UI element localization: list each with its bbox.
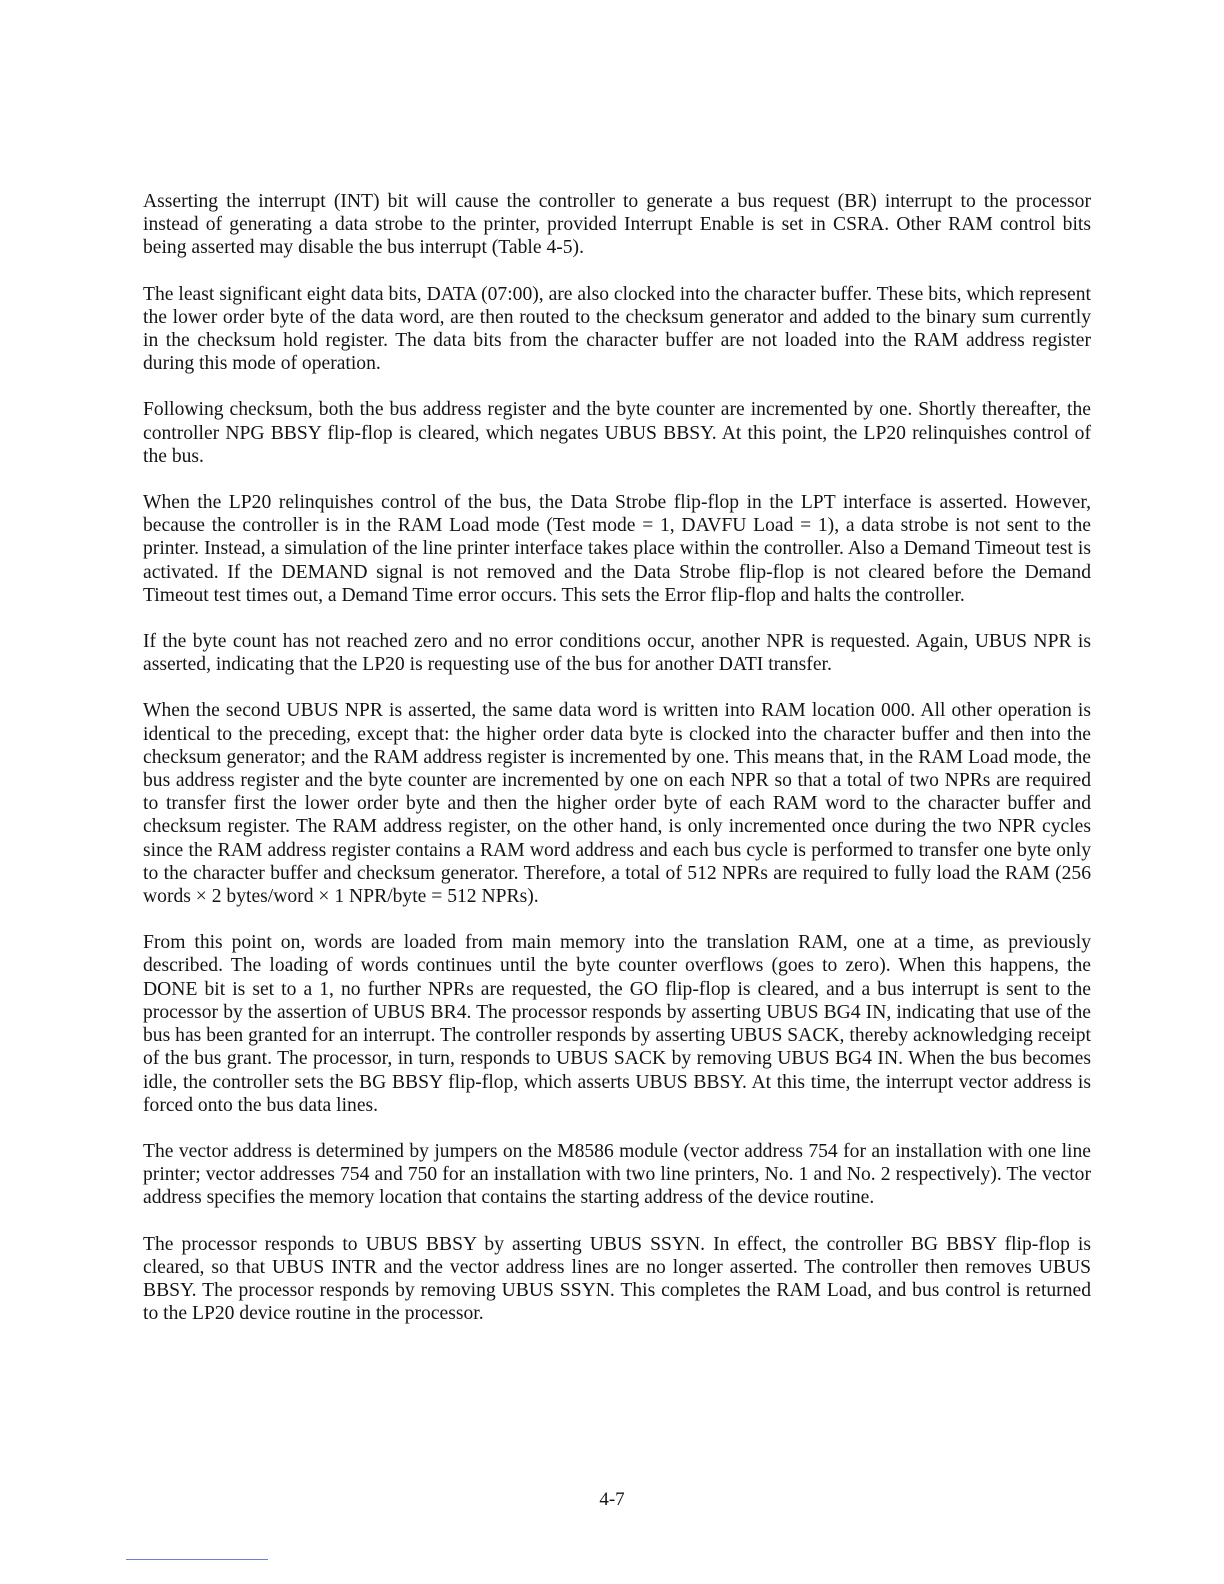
scan-edge-rule	[126, 1559, 268, 1560]
paragraph-vector-address: The vector address is determined by jumpers on the M8586 module (vector address 754 for an installation with one line printer; vector addresses 754 and 750 for an installation with two line printers, No. 1 and No. 2 respectively). The vector address specifies the memory location that contains the starting address of the device routine.	[143, 1140, 1091, 1209]
body-text	[143, 190, 1091, 1348]
page-number: 4-7	[599, 1489, 625, 1510]
paragraph-following-checksum: Following checksum, both the bus address register and the byte counter are incremented by one. Shortly thereafter, the controller NPG BBSY flip-flop is cleared, which negates UBUS BBSY. At this point, the LP20 relinquishes control of the bus.	[143, 399, 1091, 467]
paragraph-data-bits: The least significant eight data bits, DATA (07:00), are also clocked into the character buffer. These bits, which represent the lower order byte of the data word, are then routed to the checksum generator and added to the binary sum currently in the checksum hold register. The data bits from the character buffer are not loaded into the RAM address register during this mode of operation.	[143, 283, 1091, 375]
paragraph-processor-responds: The processor responds to UBUS BBSY by asserting UBUS SSYN. In effect, the controller BG BBSY flip-flop is cleared, so that UBUS INTR and the vector address lines are no longer asserted. The controller then removes UBUS BBSY. The processor responds by removing UBUS SSYN. This completes the RAM Load, and bus control is returned to the LP20 device routine in the processor.	[143, 1233, 1091, 1325]
paragraph-relinquish-bus: When the LP20 relinquishes control of the bus, the Data Strobe flip-flop in the LPT interface is asserted. However, because the controller is in the RAM Load mode (Test mode = 1, DAVFU Load = 1), a data strobe is not sent to the printer. Instead, a simulation of the line printer interface takes place within the controller. Also a Demand Timeout test is activated. If the DEMAND signal is not removed and the Data Strobe flip-flop is not cleared before the Demand Timeout test times out, a Demand Time error occurs. This sets the Error flip-flop and halts the controller.	[143, 492, 1091, 606]
paragraph-byte-count: If the byte count has not reached zero and no error conditions occur, another NPR is requested. Again, UBUS NPR is asserted, indicating that the LP20 is requesting use of the bus for another DATI transfer.	[143, 631, 1091, 676]
paragraph-interrupt-bit: Asserting the interrupt (INT) bit will cause the controller to generate a bus request (BR) interrupt to the processor instead of generating a data strobe to the printer, provided Interrupt Enable is set in CSRA. Other RAM control bits being asserted may disable the bus interrupt (Table 4-5).	[143, 191, 1091, 259]
paragraph-second-npr: When the second UBUS NPR is asserted, the same data word is written into RAM location 000. All other operation is identical to the preceding, except that: the higher order data byte is clocked into the character buffer and then into the checksum generator; and the RAM address register is incremented by one. This means that, in the RAM Load mode, the bus address register and the byte counter are incremented by one on each NPR so that a total of two NPRs are required to transfer first the lower order byte and then the higher order byte of each RAM word to the character buffer and checksum register. The RAM address register, on the other hand, is only incremented once during the two NPR cycles since the RAM address register contains a RAM word address and each bus cycle is performed to transfer one byte only to the character buffer and checksum generator. Therefore, a total of 512 NPRs are required to fully load the RAM (256 words × 2 bytes/word × 1 NPR/byte = 512 NPRs).	[143, 700, 1091, 908]
paragraph-loading-words: From this point on, words are loaded from main memory into the translation RAM, one at a time, as previously described. The loading of words continues until the byte counter overflows (goes to zero). When this happens, the DONE bit is set to a 1, no further NPRs are requested, the GO flip-flop is cleared, and a bus interrupt is sent to the processor by the assertion of UBUS BR4. The processor responds by asserting UBUS BG4 IN, indicating that use of the bus has been granted for an interrupt. The controller responds by asserting UBUS SACK, thereby acknowledging receipt of the bus grant. The processor, in turn, responds to UBUS SACK by removing UBUS BG4 IN. When the bus becomes idle, the controller sets the BG BBSY flip-flop, which asserts UBUS BBSY. At this time, the interrupt vector address is forced onto the bus data lines.	[143, 932, 1091, 1116]
